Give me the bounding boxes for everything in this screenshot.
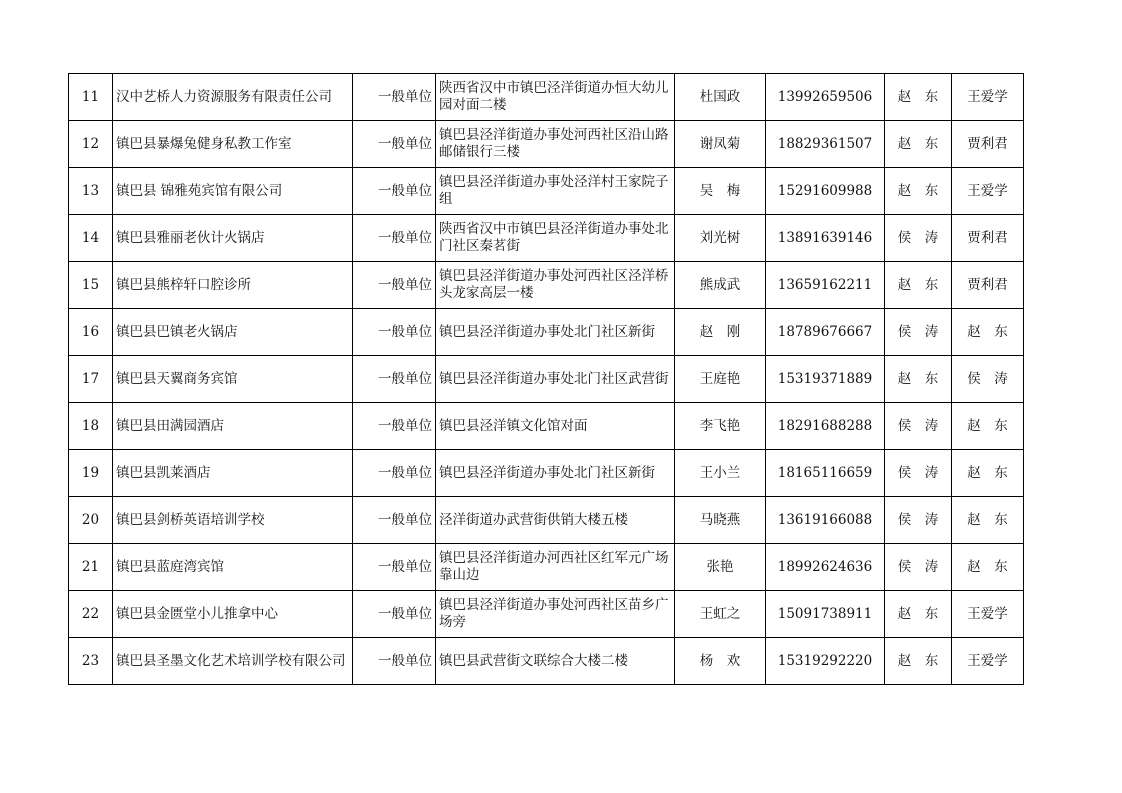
responsible-person-1: 赵 东 xyxy=(885,262,952,309)
contact-person: 马晓燕 xyxy=(675,497,766,544)
unit-name: 镇巴县田满园酒店 xyxy=(113,403,353,450)
table-row xyxy=(69,262,1024,309)
responsible-person-1: 侯 涛 xyxy=(885,544,952,591)
unit-address: 陕西省汉中市镇巴泾洋街道办恒大幼儿园对面二楼 xyxy=(436,74,675,121)
unit-name: 镇巴县圣墨文化艺术培训学校有限公司 xyxy=(113,638,353,685)
unit-type: 一般单位 xyxy=(353,168,436,215)
contact-person: 王虹之 xyxy=(675,591,766,638)
contact-phone: 15091738911 xyxy=(766,591,885,638)
contact-phone: 13659162211 xyxy=(766,262,885,309)
unit-name: 镇巴县金匮堂小儿推拿中心 xyxy=(113,591,353,638)
responsible-person-1: 侯 涛 xyxy=(885,403,952,450)
unit-type: 一般单位 xyxy=(353,74,436,121)
row-number: 12 xyxy=(69,121,113,168)
row-number: 21 xyxy=(69,544,113,591)
responsible-person-2: 王爱学 xyxy=(952,168,1024,215)
unit-address: 镇巴县泾洋街道办事处北门社区新街 xyxy=(436,450,675,497)
contact-phone: 13891639146 xyxy=(766,215,885,262)
unit-type: 一般单位 xyxy=(353,309,436,356)
responsible-person-1: 侯 涛 xyxy=(885,215,952,262)
responsible-person-2: 王爱学 xyxy=(952,74,1024,121)
unit-address: 镇巴县泾洋街道办河西社区红军元广场靠山边 xyxy=(436,544,675,591)
responsible-person-1: 赵 东 xyxy=(885,638,952,685)
row-number: 18 xyxy=(69,403,113,450)
unit-type: 一般单位 xyxy=(353,215,436,262)
contact-phone: 18992624636 xyxy=(766,544,885,591)
unit-address: 镇巴县泾洋街道办事处北门社区武营街 xyxy=(436,356,675,403)
contact-person: 刘光树 xyxy=(675,215,766,262)
unit-type: 一般单位 xyxy=(353,497,436,544)
row-number: 23 xyxy=(69,638,113,685)
responsible-person-1: 赵 东 xyxy=(885,74,952,121)
unit-name: 镇巴县凯莱酒店 xyxy=(113,450,353,497)
contact-phone: 18165116659 xyxy=(766,450,885,497)
contact-phone: 15319371889 xyxy=(766,356,885,403)
contact-person: 杨 欢 xyxy=(675,638,766,685)
responsible-person-2: 赵 东 xyxy=(952,544,1024,591)
contact-person: 杜国政 xyxy=(675,74,766,121)
table-body xyxy=(69,74,1024,685)
unit-type: 一般单位 xyxy=(353,544,436,591)
unit-name: 镇巴县天翼商务宾馆 xyxy=(113,356,353,403)
responsible-person-2: 贾利君 xyxy=(952,121,1024,168)
responsible-person-1: 赵 东 xyxy=(885,356,952,403)
unit-type: 一般单位 xyxy=(353,121,436,168)
unit-address: 镇巴县泾洋街道办事处河西社区泾洋桥头龙家高层一楼 xyxy=(436,262,675,309)
table-row xyxy=(69,121,1024,168)
responsible-person-2: 侯 涛 xyxy=(952,356,1024,403)
responsible-person-1: 侯 涛 xyxy=(885,309,952,356)
responsible-person-2: 赵 东 xyxy=(952,450,1024,497)
contact-person: 张艳 xyxy=(675,544,766,591)
table-row xyxy=(69,309,1024,356)
contact-phone: 15291609988 xyxy=(766,168,885,215)
responsible-person-2: 赵 东 xyxy=(952,497,1024,544)
responsible-person-1: 侯 涛 xyxy=(885,450,952,497)
unit-type: 一般单位 xyxy=(353,403,436,450)
row-number: 22 xyxy=(69,591,113,638)
table-row xyxy=(69,544,1024,591)
unit-address: 镇巴县泾洋街道办事处河西社区沿山路邮储银行三楼 xyxy=(436,121,675,168)
unit-table xyxy=(68,73,1024,685)
unit-address: 镇巴县泾洋街道办事处河西社区苗乡广场旁 xyxy=(436,591,675,638)
row-number: 17 xyxy=(69,356,113,403)
contact-phone: 15319292220 xyxy=(766,638,885,685)
contact-person: 王庭艳 xyxy=(675,356,766,403)
unit-name: 镇巴县剑桥英语培训学校 xyxy=(113,497,353,544)
contact-person: 王小兰 xyxy=(675,450,766,497)
table-row xyxy=(69,497,1024,544)
unit-address: 泾洋街道办武营街供销大楼五楼 xyxy=(436,497,675,544)
table-row xyxy=(69,168,1024,215)
unit-name: 镇巴县雅丽老伙计火锅店 xyxy=(113,215,353,262)
unit-name: 镇巴县巴镇老火锅店 xyxy=(113,309,353,356)
responsible-person-2: 王爱学 xyxy=(952,591,1024,638)
unit-type: 一般单位 xyxy=(353,262,436,309)
row-number: 16 xyxy=(69,309,113,356)
unit-address: 镇巴县泾洋街道办事处北门社区新街 xyxy=(436,309,675,356)
contact-phone: 18789676667 xyxy=(766,309,885,356)
unit-name: 汉中艺桥人力资源服务有限责任公司 xyxy=(113,74,353,121)
table-row xyxy=(69,74,1024,121)
responsible-person-2: 王爱学 xyxy=(952,638,1024,685)
row-number: 19 xyxy=(69,450,113,497)
responsible-person-2: 赵 东 xyxy=(952,403,1024,450)
unit-address: 镇巴县泾洋镇文化馆对面 xyxy=(436,403,675,450)
responsible-person-1: 侯 涛 xyxy=(885,497,952,544)
contact-phone: 13619166088 xyxy=(766,497,885,544)
responsible-person-1: 赵 东 xyxy=(885,168,952,215)
contact-person: 吴 梅 xyxy=(675,168,766,215)
table-row xyxy=(69,638,1024,685)
unit-name: 镇巴县蓝庭湾宾馆 xyxy=(113,544,353,591)
row-number: 15 xyxy=(69,262,113,309)
unit-type: 一般单位 xyxy=(353,356,436,403)
responsible-person-2: 贾利君 xyxy=(952,215,1024,262)
contact-phone: 18291688288 xyxy=(766,403,885,450)
table-row xyxy=(69,403,1024,450)
row-number: 20 xyxy=(69,497,113,544)
contact-person: 熊成武 xyxy=(675,262,766,309)
table-row xyxy=(69,591,1024,638)
table-row xyxy=(69,450,1024,497)
unit-type: 一般单位 xyxy=(353,450,436,497)
unit-address: 陕西省汉中市镇巴县泾洋街道办事处北门社区秦茗街 xyxy=(436,215,675,262)
table-row xyxy=(69,215,1024,262)
row-number: 13 xyxy=(69,168,113,215)
unit-type: 一般单位 xyxy=(353,638,436,685)
row-number: 14 xyxy=(69,215,113,262)
unit-name: 镇巴县暴爆兔健身私教工作室 xyxy=(113,121,353,168)
unit-address: 镇巴县泾洋街道办事处泾洋村王家院子组 xyxy=(436,168,675,215)
table-row xyxy=(69,356,1024,403)
contact-person: 赵 刚 xyxy=(675,309,766,356)
contact-person: 李飞艳 xyxy=(675,403,766,450)
contact-person: 谢凤菊 xyxy=(675,121,766,168)
responsible-person-1: 赵 东 xyxy=(885,121,952,168)
unit-address: 镇巴县武营街文联综合大楼二楼 xyxy=(436,638,675,685)
unit-type: 一般单位 xyxy=(353,591,436,638)
responsible-person-2: 贾利君 xyxy=(952,262,1024,309)
responsible-person-2: 赵 东 xyxy=(952,309,1024,356)
unit-name: 镇巴县 锦雅苑宾馆有限公司 xyxy=(113,168,353,215)
row-number: 11 xyxy=(69,74,113,121)
contact-phone: 13992659506 xyxy=(766,74,885,121)
responsible-person-1: 赵 东 xyxy=(885,591,952,638)
contact-phone: 18829361507 xyxy=(766,121,885,168)
unit-name: 镇巴县熊梓轩口腔诊所 xyxy=(113,262,353,309)
